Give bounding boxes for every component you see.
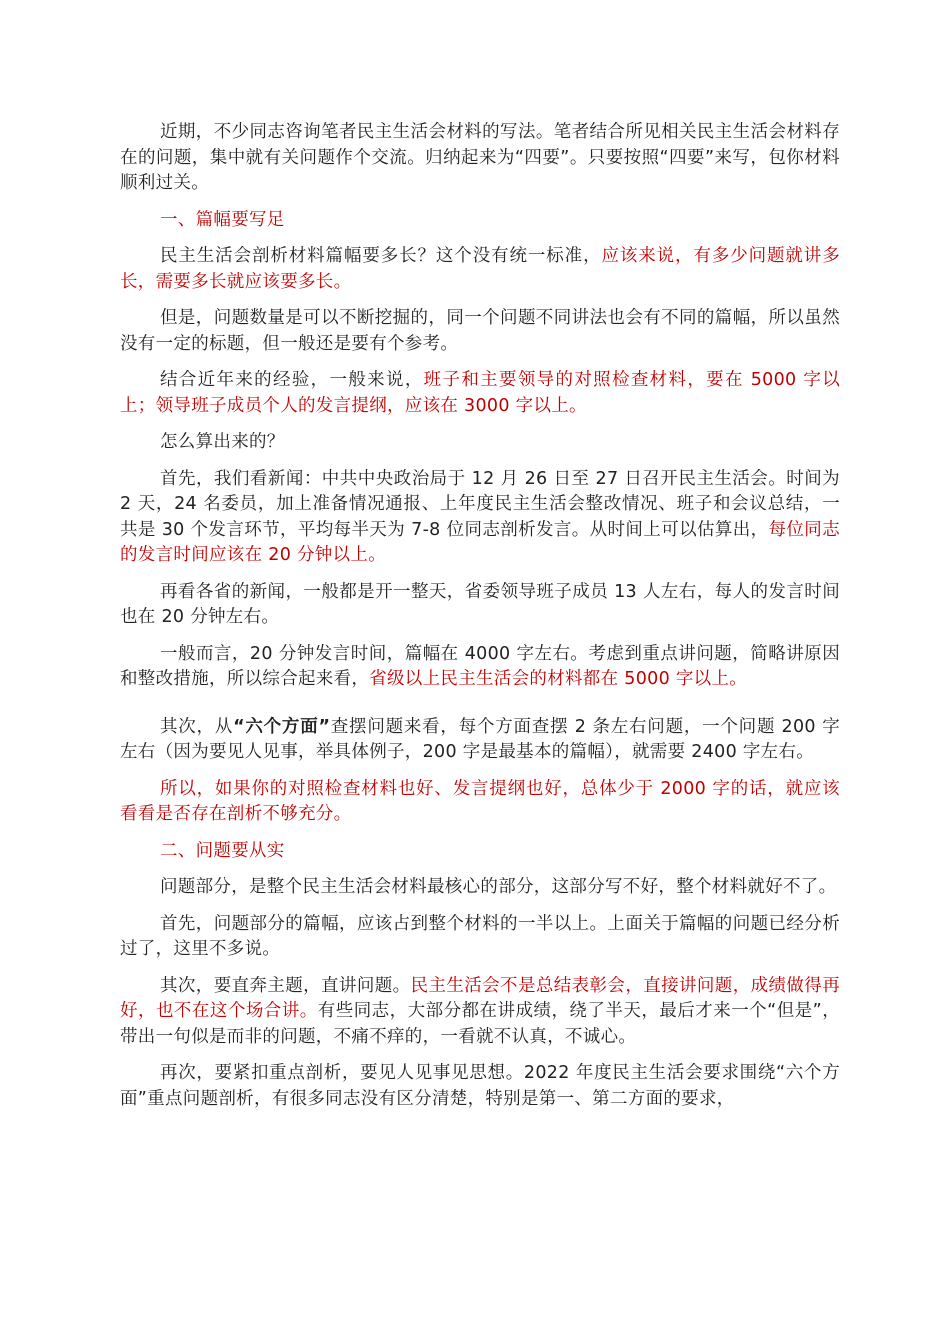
- paragraph-however: [120, 306, 840, 357]
- text-normal: 首先，我们看新闻：中共中央政治局于 12 月 26 日至 27 日召开民主生活会。时间为 2 天，24 名委员，加上准备情况通报、上年度民主生活会整改情况、班子和会议总结，一共是 30 个发言环节，平均每半天为 7-8 位同志剖析发言。从时间上可以估算出，: [120, 468, 840, 540]
- text-normal: 但是，问题数量是可以不断挖掘的，同一个问题不同讲法也会有不同的篇幅，所以虽然没有一定的标题，但一般还是要有个参考。: [120, 308, 840, 354]
- text-normal: 问题部分，是整个民主生活会材料最核心的部分，这部分写不好，整个材料就好不了。: [160, 877, 837, 897]
- text-normal: 一般而言，20 分钟发言时间，篇幅在 4000 字左右。考虑到重点讲问题，简略讲原因和整改措施，所以综合起来看，: [120, 643, 840, 689]
- paragraph-length-question: [120, 244, 840, 295]
- text-normal: 怎么算出来的？: [160, 432, 285, 452]
- paragraph-problem-core: [120, 875, 840, 901]
- paragraph-conclusion: [120, 777, 840, 828]
- text-normal: 民主生活会剖析材料篇幅要多长？这个没有统一标准，: [160, 246, 602, 266]
- paragraph-experience: [120, 368, 840, 419]
- document-body: [120, 120, 840, 1123]
- paragraph-generally: [120, 642, 840, 693]
- text-normal: 首先，问题部分的篇幅，应该占到整个材料的一半以上。上面关于篇幅的问题已经分析过了，这里不多说。: [120, 913, 840, 959]
- section-heading-2: [120, 839, 840, 865]
- text-normal: 有些同志，大部分都在讲成绩，绕了半天，最后才来一个“但是”，带出一句似是而非的问题，不痛不痒的，一看就不认真，不诚心。: [120, 1001, 840, 1047]
- text-normal: 其次，从: [160, 716, 234, 737]
- section-heading-1: [120, 208, 840, 234]
- text-highlight: 应该来说，有多少问题就讲多长，需要多长就应该要多长。: [120, 246, 840, 292]
- section-heading-2-text: 二、问题要从实: [160, 840, 285, 861]
- text-highlight: 班子和主要领导的对照检查材料，要在 5000 字以上；领导班子成员个人的发言提纲，应该在 3000 字以上。: [120, 370, 840, 416]
- paragraph-provincial-news: [120, 580, 840, 631]
- text-bold: “六个方面”: [233, 716, 331, 737]
- text-normal: 再次，要紧扣重点剖析，要见人见事见思想。2022 年度民主生活会要求围绕“六个方面”重点问题剖析，有很多同志没有区分清楚，特别是第一、第二方面的要求，: [120, 1063, 840, 1109]
- text-highlight: 所以，如果你的对照检查材料也好、发言提纲也好，总体少于 2000 字的话，就应该看看是否存在剖析不够充分。: [120, 778, 840, 824]
- paragraph-intro: [120, 120, 840, 197]
- paragraph-direct-topic: [120, 974, 840, 1051]
- paragraph-first-news: [120, 467, 840, 569]
- paragraph-intro-text: 近期，不少同志咨询笔者民主生活会材料的写法。笔者结合所见相关民主生活会材料存在的问题，集中就有关问题作个交流。归纳起来为“四要”。只要按照“四要”来写，包你材料顺利过关。: [120, 122, 840, 193]
- text-normal: 再看各省的新闻，一般都是开一整天，省委领导班子成员 13 人左右，每人的发言时间也在 20 分钟左右。: [120, 581, 840, 627]
- paragraph-key-analysis: [120, 1061, 840, 1112]
- text-normal: 结合近年来的经验，一般来说，: [160, 370, 424, 390]
- text-normal: 其次，要直奔主题，直讲问题。: [160, 975, 411, 996]
- paragraph-problem-length: [120, 912, 840, 963]
- text-normal: 查摆问题来看，每个方面查摆 2 条左右问题，一个问题 200 字左右（因为要见人见事，举具体例子，200 字是最基本的篇幅），就需要 2400 字左右。: [120, 716, 840, 762]
- text-highlight: 每位同志的发言时间应该在 20 分钟以上。: [120, 519, 840, 565]
- text-highlight: 民主生活会不是总结表彰会，直接讲问题，成绩做得再好，也不在这个场合讲。: [120, 975, 840, 1021]
- section-heading-1-text: 一、篇幅要写足: [160, 209, 285, 230]
- text-highlight: 省级以上民主生活会的材料都在 5000 字以上。: [369, 669, 748, 689]
- paragraph-six-aspects: [120, 715, 840, 766]
- paragraph-how-calculated: [120, 430, 840, 456]
